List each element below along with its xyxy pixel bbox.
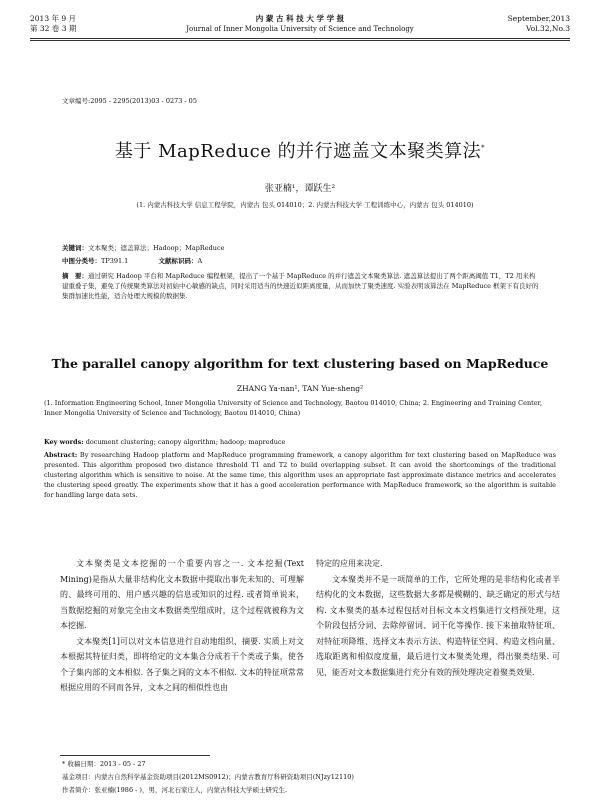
body-column-left xyxy=(60,556,304,696)
issue-volume: 第 32 卷 3 期 xyxy=(30,24,77,33)
header-rule-top xyxy=(30,38,570,39)
header-rule-bottom xyxy=(30,40,570,41)
footnote-fund: 基金项目：内蒙古自然科学基金资助项目(2012MS0912)；内蒙古教育厅科研资助项目(NJzy12110) xyxy=(62,773,354,781)
keywords-en xyxy=(44,437,556,447)
affiliations-cn: (1. 内蒙古科技大学 信息工程学院，内蒙古 包头 014010；2. 内蒙古科技大学 工程训练中心，内蒙古 包头 014010) xyxy=(136,201,474,209)
class-label: 中图分类号： xyxy=(62,257,101,265)
received-date: 收稿日期：2013 - 05 - 27 xyxy=(67,760,146,768)
classification-cn xyxy=(62,257,540,266)
journal-name-en: Journal of Inner Mongolia University of Science and Technology xyxy=(186,25,414,33)
footnote-received xyxy=(62,759,146,769)
abstract-cn-label: 摘 要： xyxy=(62,272,88,280)
keywords-cn-label: 关键词： xyxy=(62,244,88,252)
doc-code-label: 文献标识码： xyxy=(158,257,198,265)
article-number: 文章编号:2095 - 2295(2013)03 - 0273 - 05 xyxy=(62,97,197,105)
keywords-cn xyxy=(62,244,540,253)
authors-en: ZHANG Ya-nan¹, TAN Yue-sheng² xyxy=(236,384,364,393)
title-en: The parallel canopy algorithm for text clustering based on MapReduce xyxy=(51,356,549,371)
footnote-star: * xyxy=(62,760,68,768)
body-paragraph: 特定的应用来决定. xyxy=(316,559,383,568)
issue-volume-en: Vol.32,No.3 xyxy=(525,24,570,33)
abstract-en-text: By researching Hadoop platform and MapReduce programming framework, a canopy algorithm for text clustering based on MapReduce was presented. This algorithm proposed two distance threshold T1 and T2 to build overlapping subset. It can avoid the shortcomings of the traditional clustering algorithm which is sensitive to noise. At the same time, this algorithm uses an appropriate fast approximate distance metrics and accelerates the clustering speed greatly. The experiments show that it has a good acceleration performance with MapReduce framework, so the algorithm is suitable for handling large data sets. xyxy=(44,451,556,499)
authors-cn: 张亚楠¹，谭跃生² xyxy=(264,184,336,194)
title-cn xyxy=(0,137,600,163)
abstract-en-label: Abstract: xyxy=(44,451,78,459)
class-value: TP391.1 xyxy=(101,257,129,265)
issue-date-en: September,2013 xyxy=(507,14,570,23)
journal-name-cn: 内 蒙 古 科 技 大 学 学 报 xyxy=(255,14,345,23)
footnote-rule xyxy=(60,755,210,756)
keywords-cn-text: 文本聚类；遮盖算法；Hadoop；MapReduce xyxy=(88,244,225,252)
footnote-author: 作者简介：张亚楠(1986 - )，男，河北石家庄人，内蒙古科技大学硕士研究生. xyxy=(62,786,288,794)
journal-date-volume-en xyxy=(508,14,570,34)
body-paragraph: 文本聚类是文本挖掘的一个重要内容之一. 文本挖掘(Text Mining)是指从大量非结构化文本数据中提取出事先未知的、可理解的、最终可用的、用户感兴趣的信息或知识的过程. 或者简单说来，当数据挖掘的对象完全由文本数据类型组成时，这个过程就被称为文本挖掘. xyxy=(60,559,304,630)
abstract-cn xyxy=(62,271,540,301)
body-paragraph: 文本聚类[1]可以对文本信息进行自动地组织、摘要. 实质上对文本根据其特征归类，即将给定的文本集合分成若干个类或子集，使各个子集内部的文本相似. 各子集之间的文本不相似. 文本的特征项常常根据应用的不同而各异，文本之间的相似性也由 xyxy=(60,636,304,692)
title-cn-text: 基于 MapReduce 的并行遮盖文本聚类算法 xyxy=(114,141,482,162)
keywords-en-text: document clustering; canopy algorithm; hadoop; mapreduce xyxy=(85,438,286,446)
abstract-cn-text: 通过研究 Hadoop 平台和 MapReduce 编程框架，提出了一个基于 MapReduce 的并行遮盖文本聚类算法. 遮盖算法提出了两个距离阈值 T1，T2 用来构建重叠子集，避免了传统聚类算法对初始中心敏感的缺点，同时采用适当的快速近似距离度量，从而加快了聚类速度. 实验表明该算法在 MapReduce 框架下有良好的集群加速比性能，适合处理大规模的数据集. xyxy=(62,272,539,300)
abstract-en xyxy=(44,450,556,500)
issue-date: 2013 年 9 月 xyxy=(30,14,77,23)
body-paragraph: 文本聚类并不是一项简单的工作，它所处理的是非结构化或者半结构化的文本数据，这些数据大多都是模糊的、缺乏确定的形式与结构. 文本聚类的基本过程包括对目标文本文档集进行文档预处理，这个阶段包括分词、去除停留词、词干化等操作. 接下来抽取特征项、对特征项降维、选择文本表示方法、构造特征空间、构造文档向量、选取距离和相似度度量，最后进行文本聚类处理，得出聚类结果. 可见，能否对文本数据集进行充分有效的预处理决定着聚类效果. xyxy=(316,574,560,677)
body-column-right xyxy=(316,556,560,680)
keywords-en-label: Key words: xyxy=(44,438,84,446)
doc-code-value: A xyxy=(197,257,203,265)
title-footnote-mark: * xyxy=(481,144,486,152)
affiliations-en: (1. Information Engineering School, Inner Mongolia University of Science and Technology, Baotou 014010, China; 2. Engineering and Training Center, Inner Mongolia University of Science and Technology, Baotou 014010, China) xyxy=(44,399,543,417)
